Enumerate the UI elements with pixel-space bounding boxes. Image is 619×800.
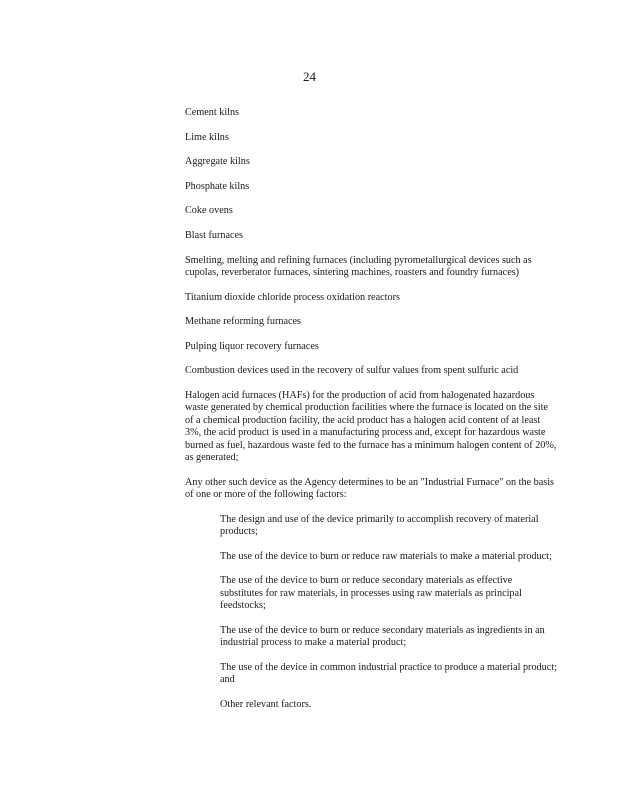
list-item: Smelting, melting and refining furnaces (including pyrometallurgical devices such as cupolas, reverberator furnaces, sintering machines, roasters and foundry furnaces) — [185, 254, 532, 278]
factor-item: The use of the device in common industrial practice to produce a material product; and — [220, 661, 557, 685]
list-item: Titanium dioxide chloride process oxidation reactors — [185, 291, 400, 303]
factor-item: The use of the device to burn or reduce secondary materials as effective substitutes for raw materials, in processes using raw materials as principal feedstocks; — [220, 575, 522, 611]
factor-item: The design and use of the device primarily to accomplish recovery of material products; — [220, 513, 539, 537]
factor-item: The use of the device to burn or reduce secondary materials as ingredients in an industrial process to make a material product; — [220, 624, 545, 648]
list-item: Any other such device as the Agency determines to be an "Industrial Furnace" on the basis of one or more of the following factors: — [185, 476, 555, 500]
list-item: Methane reforming furnaces — [185, 316, 301, 328]
factor-item: Other relevant factors. — [220, 698, 312, 710]
factor-list — [220, 514, 557, 711]
list-item: Blast furnaces — [185, 229, 243, 241]
list-item: Aggregate kilns — [185, 156, 250, 168]
list-item: Phosphate kilns — [185, 180, 250, 192]
list-item: Lime kilns — [185, 131, 229, 143]
list-item: Coke ovens — [185, 205, 233, 217]
list-item: Halogen acid furnaces (HAFs) for the production of acid from halogenated hazardous waste generated by chemical production facilities where the furnace is located on the site of a chemical production facility, the acid product has a halogen acid content of at least 3%, the acid product is used in a manufacturing process and, except for hazardous waste burned as fuel, hazardous waste fed to the furnace has a minimum halogen content of 20%, as generated; — [185, 389, 557, 463]
page-number: 24 — [303, 69, 316, 84]
list-item: Pulping liquor recovery furnaces — [185, 340, 319, 352]
list-item: Combustion devices used in the recovery of sulfur values from spent sulfuric acid — [185, 365, 519, 377]
factor-item: The use of the device to burn or reduce raw materials to make a material product; — [220, 550, 552, 562]
list-item: Cement kilns — [185, 107, 240, 118]
furnace-list — [185, 107, 557, 723]
